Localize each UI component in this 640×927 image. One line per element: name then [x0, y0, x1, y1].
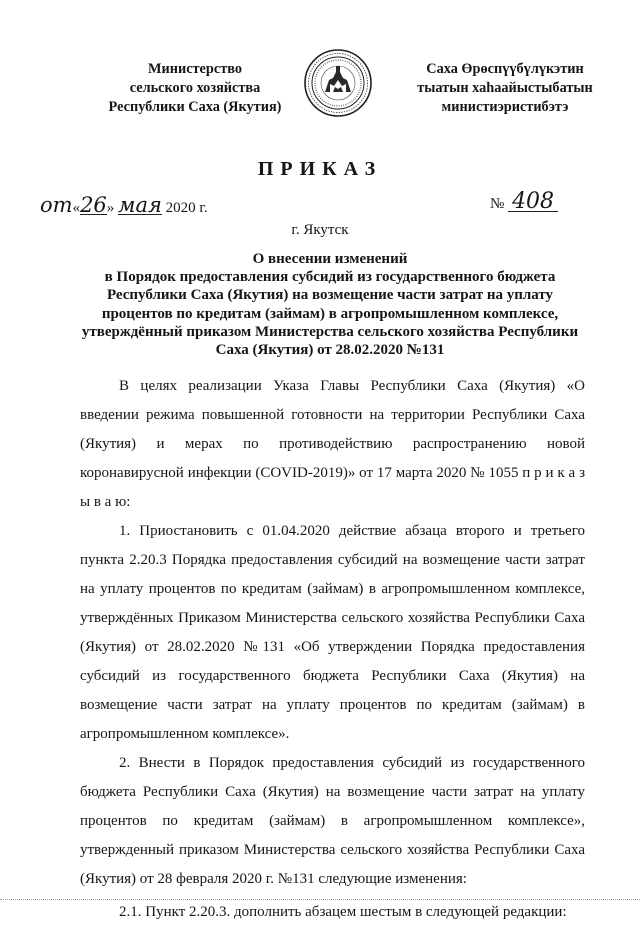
subject-line: О внесении изменений [252, 251, 408, 267]
ministry-name-line: Саха Өрөспүүбүлүкэтин [426, 61, 584, 77]
order-subject-heading [80, 250, 580, 359]
handwritten-day: 26 [80, 193, 107, 217]
ministry-name-line: Республики Саха (Якутия) [108, 99, 282, 115]
date-quote-open: « [72, 200, 81, 216]
handwritten-date-prefix: от [40, 193, 73, 217]
subject-line: Саха (Якутия) от 28.02.2020 №131 [215, 342, 445, 359]
ministry-name-line: Министерство [147, 61, 242, 77]
issuing-city: г. Якутск [291, 222, 349, 238]
handwritten-month: мая [118, 193, 162, 217]
item-1-paragraph: 1. Приостановить с 01.04.2020 действие абзаца второго и третьего пункта 2.20.3 Порядка предоставления субсидий на возмещение части затрат на уплату процентов по кредитам (займам) в агропромышленном комплексе, утверждённых Приказом Министерства сельского хозяйства Республики Саха (Якутия) от 28.02.2020 №131 «Об утверждении Порядка предоставления субсидий из государственного бюджета Республики Саха (Якутия) на возмещение части затрат на уплату процентов по кредитам (займам) в агропромышленном комплексе». [80, 523, 585, 742]
date-year: 2020 г. [165, 200, 208, 216]
subject-line: в Порядок предоставления субсидий из государственного бюджета [104, 269, 556, 286]
handwritten-order-number: 408 [508, 193, 558, 212]
ministry-name-line: министиэристибэтэ [441, 99, 569, 115]
order-number [490, 189, 558, 214]
date-quote-close: » [106, 200, 115, 216]
item-2-paragraph: 2. Внести в Порядок предоставления субсидий из государственного бюджета Республики Саха (Якутия) на возмещение части затрат на уплату процентов по кредитам (займам) в агропромышленном комплексе», утвержденный приказом Министерства сельского хозяйства Республики Саха (Якутия) от 28 февраля 2020 г. №131 следующие изменения: [80, 755, 585, 887]
number-sign: № [490, 196, 505, 212]
ministry-name-russian [96, 60, 294, 117]
order-date [40, 193, 208, 217]
document-title: ПРИКАЗ [257, 158, 383, 180]
coat-of-arms-emblem [303, 48, 373, 118]
item-2-1-paragraph: 2.1. Пункт 2.20.3. дополнить абзацем шестым в следующей редакции: [119, 904, 567, 920]
subject-line: утверждённый приказом Министерства сельского хозяйства Республики [81, 323, 579, 340]
order-body [80, 372, 585, 927]
subject-line: процентов по кредитам (займам) в агропромышленном комплексе, [101, 305, 559, 322]
preamble-paragraph: В целях реализации Указа Главы Республики Саха (Якутия) «О введении режима повышенной готовности на территории Республики Саха (Якутия) и мерах по противодействию распространению новой коронавирусной инфекции (COVID-2019)» от 17 марта 2020 № 1055 п р и к а з ы в а ю: [80, 378, 585, 510]
subject-line: Республики Саха (Якутия) на возмещение части затрат на уплату [106, 287, 554, 304]
ministry-name-line: сельского хозяйства [129, 80, 261, 96]
ministry-name-line: тыатын хаһаайыстыбатын [417, 80, 593, 96]
scan-edge-line [0, 899, 640, 901]
ministry-name-yakut [400, 60, 610, 117]
